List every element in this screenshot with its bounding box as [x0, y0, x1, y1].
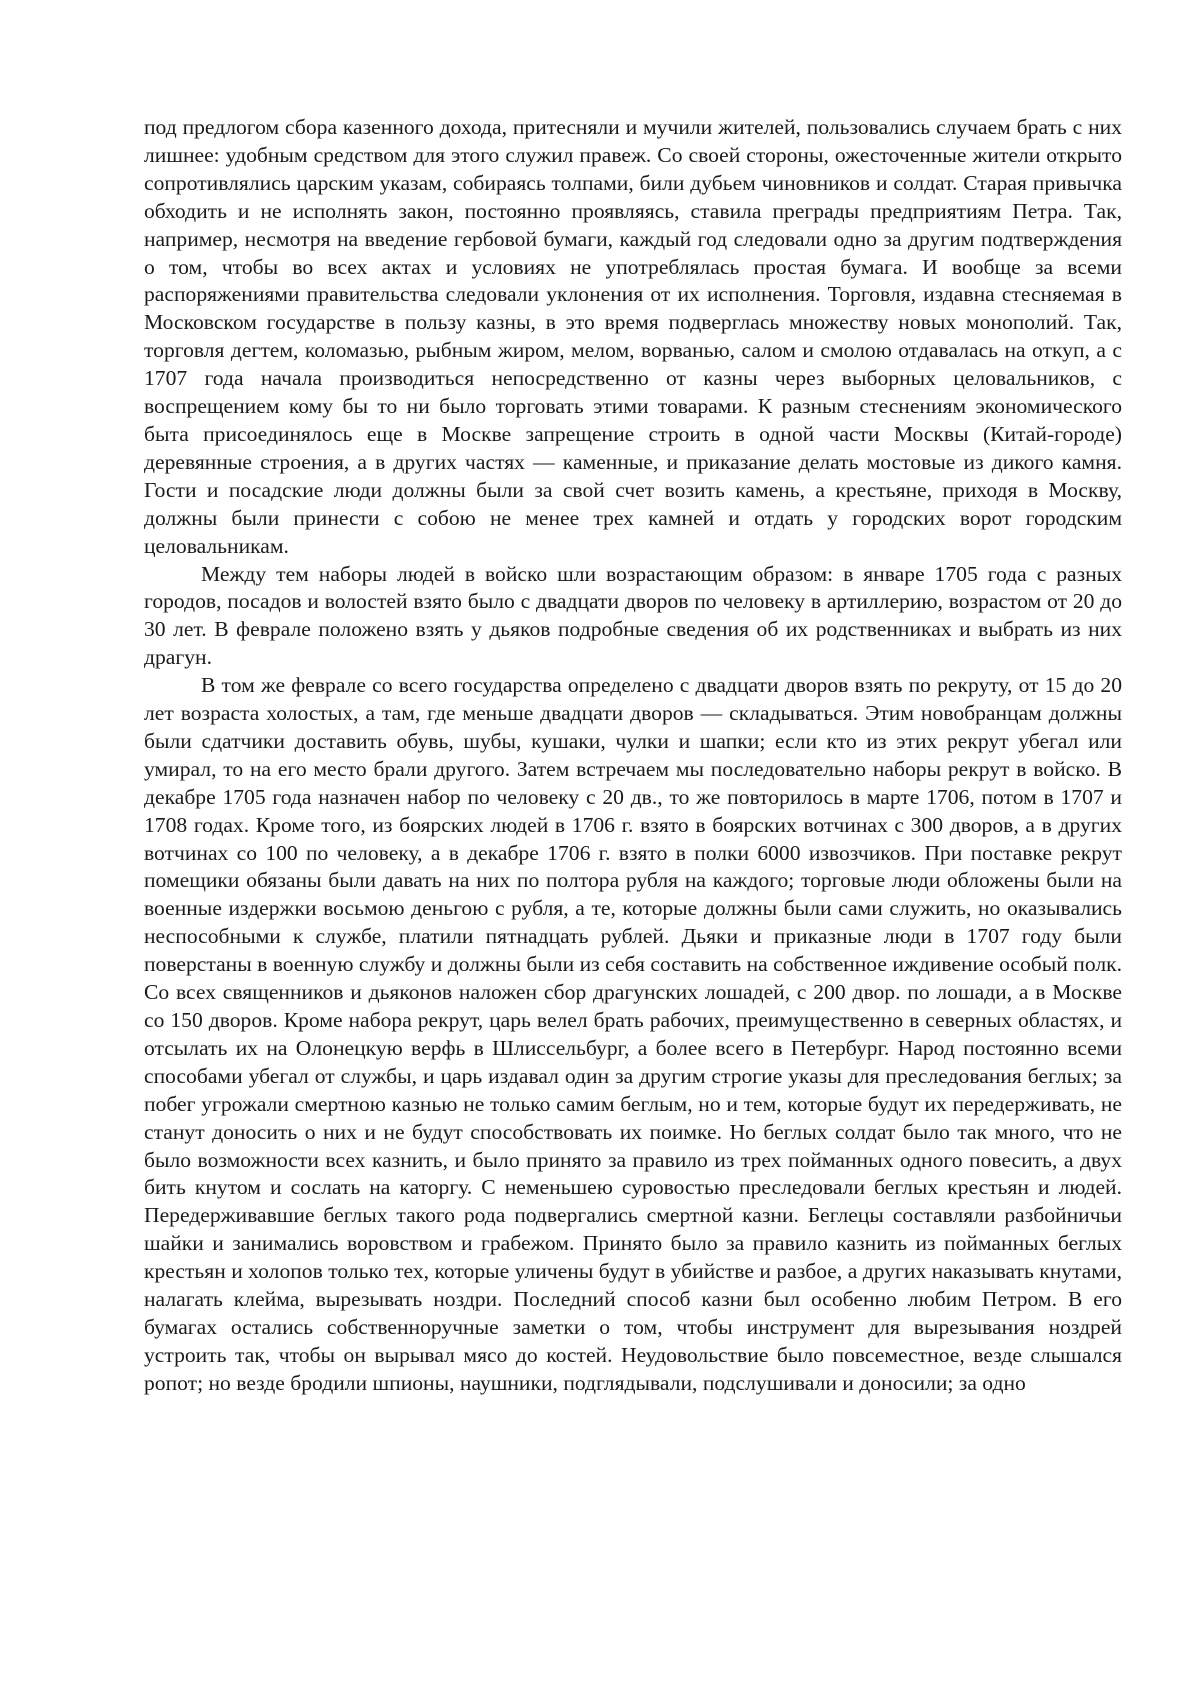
paragraph-1: под предлогом сбора казенного дохода, притесняли и мучили жителей, пользовались случаем брать с них лишнее: удобным средством для этого служил правеж. Со своей стороны, ожесточенные жители открыто сопротивлялись царским указам, собираясь толпами, били дубьем чиновников и солдат. Старая привычка обходить и не исполнять закон, постоянно проявляясь, ставила преграды предприятиям Петра. Так, например, несмотря на введение гербовой бумаги, каждый год следовали одно за другим подтверждения о том, чтобы во всех актах и условиях не употреблялась простая бумага. И вообще за всеми распоряжениями правительства следовали уклонения от их исполнения. Торговля, издавна стесняемая в Московском государстве в пользу казны, в это время подверглась множеству новых монополий. Так, торговля дегтем, коломазью, рыбным жиром, мелом, ворванью, салом и смолою отдавалась на откуп, а с 1707 года начала производиться непосредственно от казны через выборных целовальников, с воспрещением кому бы то ни было торговать этими товарами. К разным стеснениям экономического быта присоединялось еще в Москве запрещение строить в одной части Москвы (Китай-городе) деревянные строения, а в других частях — каменные, и приказание делать мостовые из дикого камня. Гости и посадские люди должны были за свой счет возить камень, а крестьяне, приходя в Москву, должны были принести с собою не менее трех камней и отдать у городских ворот городским целовальникам. — [144, 114, 1122, 561]
document-page — [144, 114, 1122, 1398]
paragraph-2: Между тем наборы людей в войско шли возрастающим образом: в январе 1705 года с разных городов, посадов и волостей взято было с двадцати дворов по человеку в артиллерию, возрастом от 20 до 30 лет. В феврале положено взять у дьяков подробные сведения об их родственниках и выбрать из них драгун. — [144, 561, 1122, 673]
paragraph-3: В том же феврале со всего государства определено с двадцати дворов взять по рекруту, от 15 до 20 лет возраста холостых, а там, где меньше двадцати дворов — складываться. Этим новобранцам должны были сдатчики доставить обувь, шубы, кушаки, чулки и шапки; если кто из этих рекрут убегал или умирал, то на его место брали другого. Затем встречаем мы последовательно наборы рекрут в войско. В декабре 1705 года назначен набор по человеку с 20 дв., то же повторилось в марте 1706, потом в 1707 и 1708 годах. Кроме того, из боярских людей в 1706 г. взято в боярских вотчинах с 300 дворов, а в других вотчинах со 100 по человеку, а в декабре 1706 г. взято в полки 6000 извозчиков. При поставке рекрут помещики обязаны были давать на них по полтора рубля на каждого; торговые люди обложены были на военные издержки восьмою деньгою с рубля, а те, которые должны были сами служить, но оказывались неспособными к службе, платили пятнадцать рублей. Дьяки и приказные люди в 1707 году были поверстаны в военную службу и должны были из себя составить на собственное иждивение особый полк. Со всех священников и дьяконов наложен сбор драгунских лошадей, с 200 двор. по лошади, а в Москве со 150 дворов. Кроме набора рекрут, царь велел брать рабочих, преимущественно в северных областях, и отсылать их на Олонецкую верфь в Шлиссельбург, а более всего в Петербург. Народ постоянно всеми способами убегал от службы, и царь издавал один за другим строгие указы для преследования беглых; за побег угрожали смертною казнью не только самим беглым, но и тем, которые будут их передерживать, не станут доносить о них и не будут способствовать их поимке. Но беглых солдат было так много, что не было возможности всех казнить, и было принято за правило из трех пойманных одного повесить, а двух бить кнутом и сослать на каторгу. С неменьшею суровостью преследовали беглых крестьян и людей. Передерживавшие беглых такого рода подвергались смертной казни. Беглецы составляли разбойничьи шайки и занимались воровством и грабежом. Принято было за правило казнить из пойманных беглых крестьян и холопов только тех, которые уличены будут в убийстве и разбое, а других наказывать кнутами, налагать клейма, вырезывать ноздри. Последний способ казни был особенно любим Петром. В его бумагах остались собственноручные заметки о том, чтобы инструмент для вырезывания ноздрей устроить так, чтобы он вырывал мясо до костей. Неудовольствие было повсеместное, везде слышался ропот; но везде бродили шпионы, наушники, подглядывали, подслушивали и доносили; за одно — [144, 672, 1122, 1398]
